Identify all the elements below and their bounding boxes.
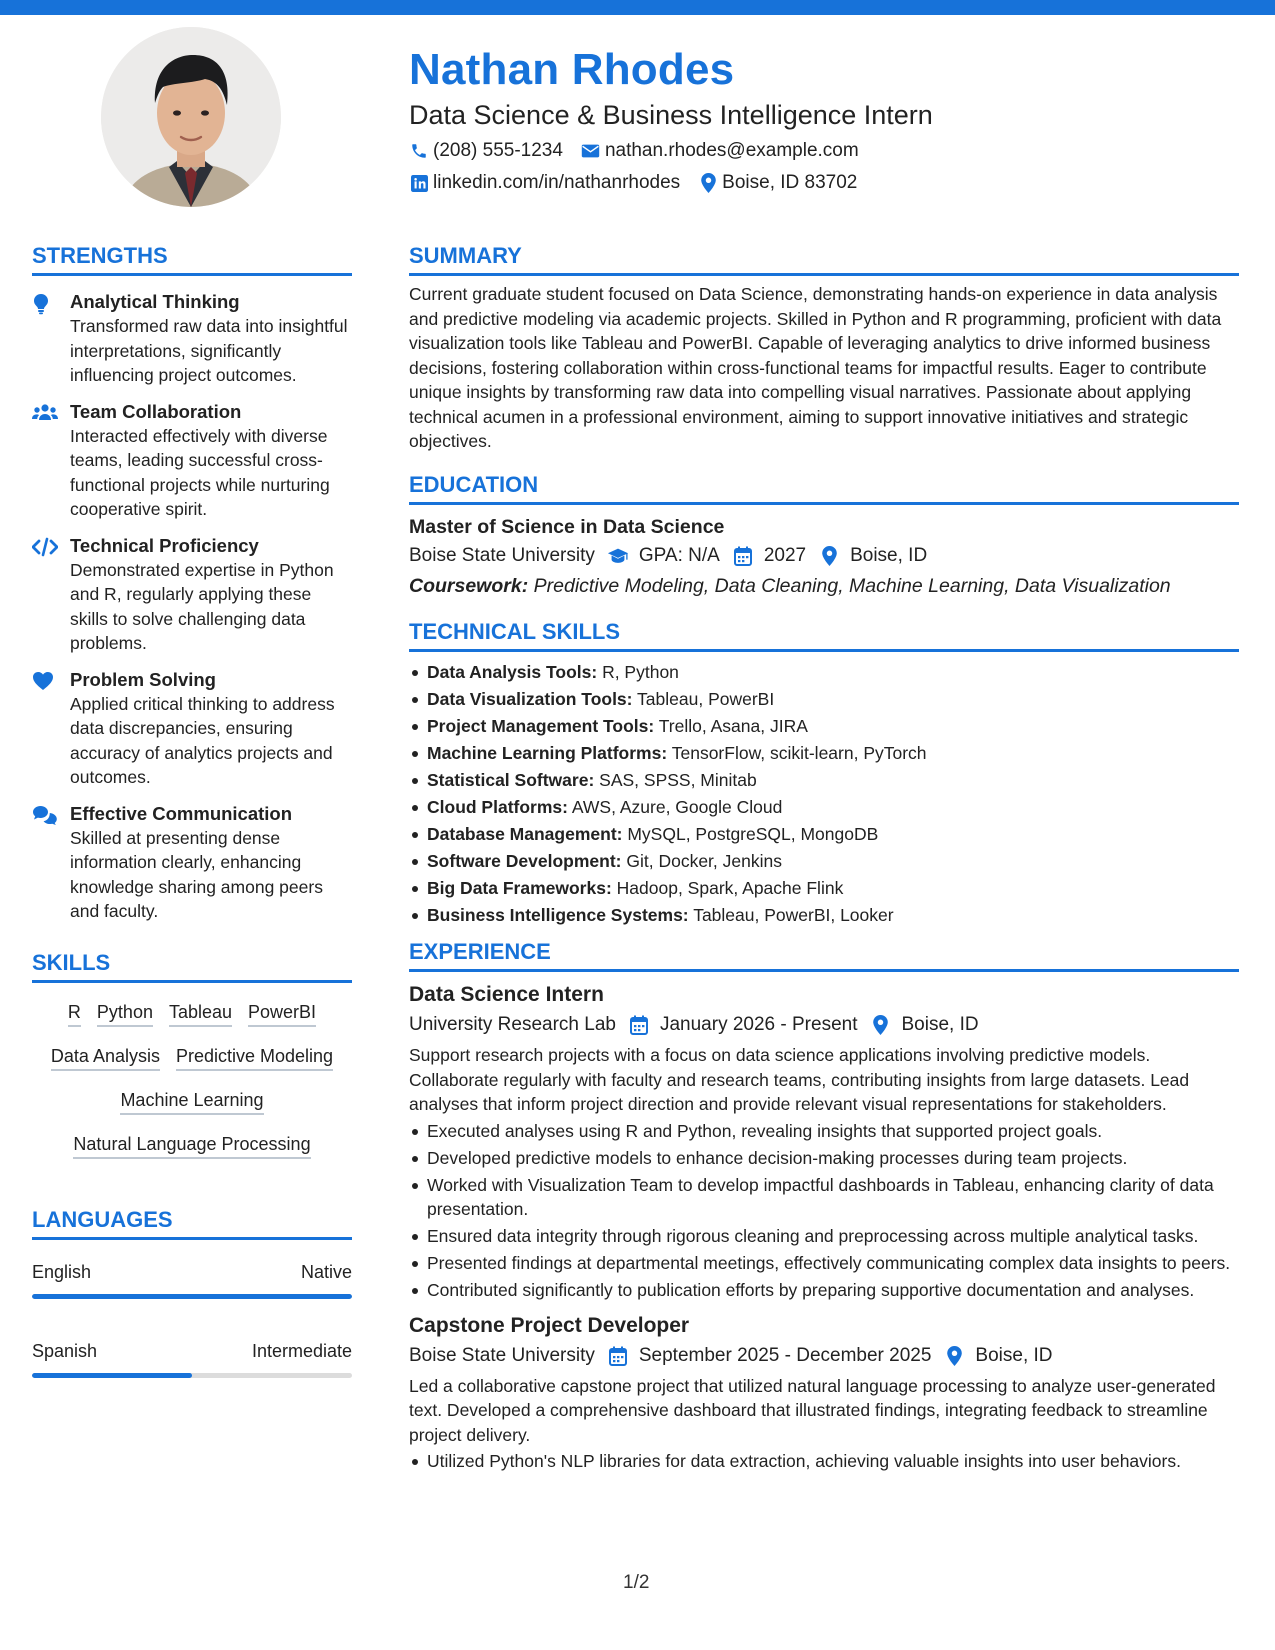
strength-title: Analytical Thinking (70, 291, 240, 312)
job-title: Capstone Project Developer (409, 1313, 690, 1337)
language-proficiency-bar (32, 1373, 352, 1378)
candidate-name: Nathan Rhodes (409, 45, 735, 94)
skills-heading: SKILLS (32, 948, 352, 983)
strength-item (32, 802, 352, 924)
strength-desc: Applied critical thinking to address data discrepancies, ensuring accuracy of analytics projects and outcomes. (70, 693, 335, 787)
strength-item (32, 290, 352, 388)
job-bullets (409, 1449, 1239, 1474)
contact-row-2 (409, 167, 1239, 199)
location-contact (698, 167, 857, 199)
language-proficiency-fill (32, 1373, 192, 1378)
strengths-heading: STRENGTHS (32, 241, 352, 276)
phone-text: (208) 555-1234 (433, 140, 563, 161)
list-item: Project Management Tools: Trello, Asana, JIRA (409, 714, 1239, 739)
language-level: Intermediate (251, 1340, 352, 1361)
school-location: Boise, ID (850, 544, 928, 566)
phone-contact[interactable] (409, 135, 563, 167)
strength-desc: Demonstrated expertise in Python and R, regularly applying these skills to solve challenging data problems. (70, 559, 334, 653)
linkedin-text: linkedin.com/in/nathanrhodes (433, 172, 681, 193)
chat-icon (32, 802, 70, 924)
degree-title: Master of Science in Data Science (409, 515, 725, 538)
strength-title: Team Collaboration (70, 400, 242, 422)
summary-heading: SUMMARY (409, 241, 1239, 276)
left-column (32, 241, 352, 1378)
technical-skills-list (409, 660, 1239, 928)
language-name: English (32, 1261, 92, 1282)
language-item (32, 1260, 352, 1299)
list-item: Developed predictive models to enhance decision-making processes during team projects. (409, 1146, 1239, 1171)
envelope-icon (581, 141, 601, 161)
calendar-icon (607, 1345, 629, 1367)
strength-item (32, 400, 352, 522)
skill-tag: Python (97, 1000, 153, 1027)
job-meta (409, 1010, 1239, 1040)
coursework-label: Coursework: (409, 574, 529, 597)
list-item: Presented findings at departmental meetings, effectively communicating complex data insights to peers. (409, 1251, 1239, 1276)
education-heading: EDUCATION (409, 470, 1239, 505)
skill-tag: Natural Language Processing (73, 1132, 310, 1159)
coursework-line (409, 571, 1239, 601)
map-pin-icon (698, 173, 718, 193)
map-pin-icon (870, 1014, 892, 1036)
users-icon (32, 400, 70, 522)
code-icon (32, 534, 70, 656)
languages-heading: LANGUAGES (32, 1205, 352, 1240)
list-item: Database Management: MySQL, PostgreSQL, MongoDB (409, 822, 1239, 847)
job-location: Boise, ID (975, 1344, 1053, 1366)
list-item: Ensured data integrity through rigorous cleaning and preprocessing across multiple analytical tasks. (409, 1224, 1239, 1249)
skill-tag: R (68, 1000, 81, 1027)
phone-icon (409, 141, 429, 161)
list-item: Statistical Software: SAS, SPSS, Minitab (409, 768, 1239, 793)
graduation-cap-icon (607, 545, 629, 567)
strength-desc: Transformed raw data into insightful interpretations, significantly influencing project outcomes. (70, 316, 348, 385)
strength-item (32, 534, 352, 656)
calendar-icon (628, 1014, 650, 1036)
contact-row-1 (409, 135, 1239, 167)
list-item: Software Development: Git, Docker, Jenkins (409, 849, 1239, 874)
list-item: Executed analyses using R and Python, revealing insights that supported project goals. (409, 1119, 1239, 1144)
job-location: Boise, ID (901, 1014, 979, 1035)
right-column (409, 241, 1239, 1476)
list-item: Worked with Visualization Team to develop impactful dashboards in Tableau, enhancing clarity of data presentation. (409, 1173, 1239, 1222)
experience-heading: EXPERIENCE (409, 937, 1239, 972)
school-name: Boise State University (409, 544, 595, 566)
list-item: Utilized Python's NLP libraries for data extraction, achieving valuable insights into user behaviors. (409, 1449, 1239, 1474)
job-description: Led a collaborative capstone project that utilized natural language processing to analyze user-generated text. Developed a comprehensive dashboard that illustrated findings, integrating feedback to streamline project delivery. (409, 1375, 1216, 1445)
job-description: Support research projects with a focus on data science applications involving predictive models. Collaborate regularly with faculty and research teams, contributing insights from large datasets. Lead analyses that inform project direction and provide relevant visual representations for stakeholders. (409, 1045, 1190, 1114)
language-proficiency-fill (32, 1294, 352, 1299)
strength-item (32, 668, 352, 790)
map-pin-icon (943, 1345, 965, 1367)
language-item (32, 1339, 352, 1378)
skill-tag: Tableau (169, 1000, 232, 1027)
candidate-title: Data Science & Business Intelligence Intern (409, 100, 933, 130)
calendar-icon (732, 545, 754, 567)
location-text: Boise, ID 83702 (722, 172, 858, 193)
job-org: Boise State University (409, 1344, 595, 1366)
list-item: Cloud Platforms: AWS, Azure, Google Cloud (409, 795, 1239, 820)
job-title: Data Science Intern (409, 983, 604, 1006)
email-contact[interactable] (581, 135, 859, 167)
page-number: 1/2 (623, 1572, 650, 1593)
strength-title: Problem Solving (70, 668, 216, 690)
list-item: Contributed significantly to publication efforts by preparing supportive documentation and analyses. (409, 1278, 1239, 1303)
linkedin-contact[interactable] (409, 167, 680, 199)
job-entry (409, 1311, 1239, 1474)
gpa-text: GPA: N/A (638, 544, 720, 566)
job-entry (409, 980, 1239, 1303)
skill-tag: Predictive Modeling (176, 1044, 333, 1071)
skill-tag: Data Analysis (51, 1044, 160, 1071)
strength-title: Technical Proficiency (70, 534, 259, 556)
job-dates: September 2025 - December 2025 (638, 1344, 932, 1366)
graduation-year: 2027 (763, 544, 807, 566)
avatar (101, 27, 281, 207)
resume-header (409, 42, 1239, 199)
skill-tag: Machine Learning (120, 1088, 263, 1115)
lightbulb-icon (32, 290, 70, 388)
language-name: Spanish (32, 1340, 98, 1361)
list-item: Big Data Frameworks: Hadoop, Spark, Apache Flink (409, 876, 1239, 901)
skills-list (32, 983, 352, 1169)
linkedin-icon (409, 173, 429, 193)
top-accent-bar (0, 0, 1275, 15)
map-pin-icon (818, 545, 840, 567)
skill-tag: PowerBI (248, 1000, 316, 1027)
job-org: University Research Lab (409, 1014, 616, 1035)
job-dates: January 2026 - Present (659, 1014, 858, 1035)
education-meta (409, 541, 1239, 571)
list-item: Machine Learning Platforms: TensorFlow, scikit-learn, PyTorch (409, 741, 1239, 766)
language-proficiency-bar (32, 1294, 352, 1299)
job-bullets (409, 1119, 1239, 1303)
heart-icon (32, 668, 70, 790)
list-item: Data Analysis Tools: R, Python (409, 660, 1239, 685)
job-meta (409, 1341, 1239, 1371)
strength-desc: Skilled at presenting dense information clearly, enhancing knowledge sharing among peers and faculty. (70, 827, 323, 921)
strength-desc: Interacted effectively with diverse teams, leading successful cross-functional projects while nurturing cooperative spirit. (70, 425, 330, 519)
strength-title: Effective Communication (70, 802, 293, 824)
list-item: Data Visualization Tools: Tableau, PowerBI (409, 687, 1239, 712)
summary-text: Current graduate student focused on Data Science, demonstrating hands-on experience in data analysis and predictive modeling via academic projects. Skilled in Python and R programming, proficient with data visualization tools like Tableau and PowerBI. Capable of leveraging analytics to drive informed business decisions, fostering collaboration within cross-functional teams for impactful results. Eager to contribute unique insights by transforming raw data into compelling visual narratives. Passionate about applying technical acumen in a professional environment, aiming to support innovative initiatives and strategic objectives. (409, 284, 1222, 451)
avatar-portrait (101, 27, 281, 207)
email-text: nathan.rhodes@example.com (604, 140, 859, 161)
coursework-list: Predictive Modeling, Data Cleaning, Machine Learning, Data Visualization (533, 574, 1171, 597)
technical-skills-heading: TECHNICAL SKILLS (409, 617, 1239, 652)
list-item: Business Intelligence Systems: Tableau, PowerBI, Looker (409, 903, 1239, 928)
language-level: Native (300, 1261, 352, 1282)
